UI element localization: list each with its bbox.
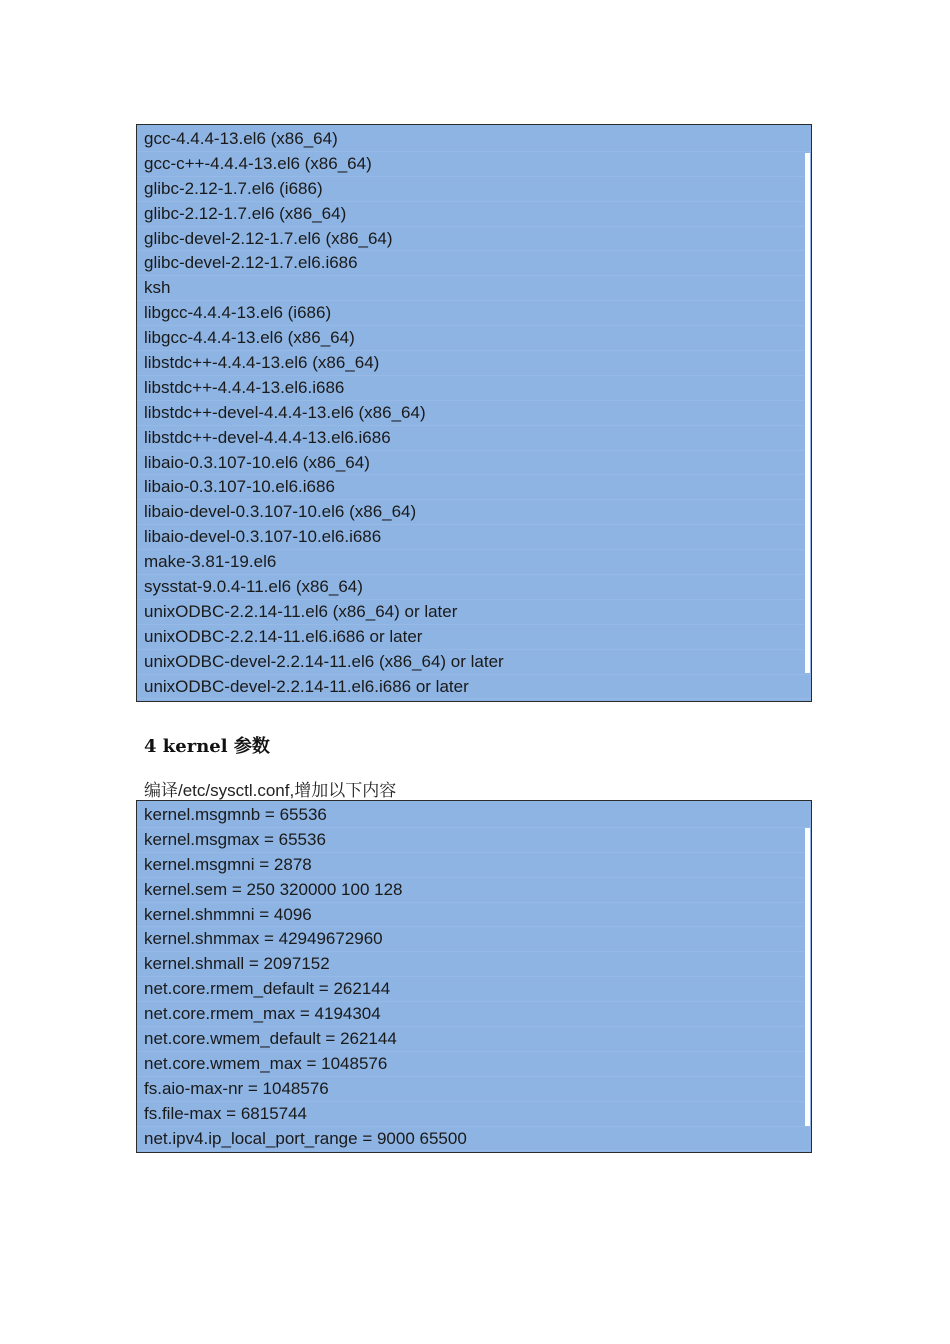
package-line: libaio-devel-0.3.107-10.el6 (x86_64)	[137, 500, 811, 525]
package-line: unixODBC-devel-2.2.14-11.el6.i686 or later	[137, 675, 811, 700]
kernel-param-line: net.ipv4.ip_local_port_range = 9000 65500	[137, 1127, 811, 1152]
package-line: sysstat-9.0.4-11.el6 (x86_64)	[137, 575, 811, 600]
scrollbar[interactable]	[805, 153, 810, 673]
package-line: unixODBC-2.2.14-11.el6 (x86_64) or later	[137, 600, 811, 625]
kernel-param-line: fs.file-max = 6815744	[137, 1102, 811, 1127]
scrollbar[interactable]	[805, 828, 810, 1126]
package-line: glibc-devel-2.12-1.7.el6.i686	[137, 251, 811, 276]
kernel-param-line: kernel.shmall = 2097152	[137, 952, 811, 977]
package-line: make-3.81-19.el6	[137, 550, 811, 575]
package-line: libaio-devel-0.3.107-10.el6.i686	[137, 525, 811, 550]
kernel-param-line: net.core.rmem_max = 4194304	[137, 1002, 811, 1027]
package-line: libaio-0.3.107-10.el6 (x86_64)	[137, 451, 811, 476]
package-line: libstdc++-4.4.4-13.el6 (x86_64)	[137, 351, 811, 376]
section-intro: 编译/etc/sysctl.conf,增加以下内容	[144, 781, 397, 800]
section-heading: 4 kernel 参数	[144, 736, 270, 757]
package-line: glibc-2.12-1.7.el6 (i686)	[137, 177, 811, 202]
package-line: libstdc++-devel-4.4.4-13.el6.i686	[137, 426, 811, 451]
kernel-param-line: net.core.wmem_max = 1048576	[137, 1052, 811, 1077]
package-list-box	[136, 124, 812, 702]
package-line: libgcc-4.4.4-13.el6 (x86_64)	[137, 326, 811, 351]
package-line: unixODBC-2.2.14-11.el6.i686 or later	[137, 625, 811, 650]
package-line: unixODBC-devel-2.2.14-11.el6 (x86_64) or later	[137, 650, 811, 675]
kernel-param-line: kernel.sem = 250 320000 100 128	[137, 878, 811, 903]
kernel-param-line: kernel.msgmnb = 65536	[137, 803, 811, 828]
kernel-param-line: kernel.shmmax = 42949672960	[137, 927, 811, 952]
kernel-param-line: fs.aio-max-nr = 1048576	[137, 1077, 811, 1102]
package-line: glibc-2.12-1.7.el6 (x86_64)	[137, 202, 811, 227]
package-line: ksh	[137, 276, 811, 301]
kernel-param-line: kernel.msgmax = 65536	[137, 828, 811, 853]
kernel-param-line: kernel.shmmni = 4096	[137, 903, 811, 928]
package-line: glibc-devel-2.12-1.7.el6 (x86_64)	[137, 227, 811, 252]
package-line: gcc-c++-4.4.4-13.el6 (x86_64)	[137, 152, 811, 177]
package-line: libaio-0.3.107-10.el6.i686	[137, 475, 811, 500]
package-line: libstdc++-devel-4.4.4-13.el6 (x86_64)	[137, 401, 811, 426]
kernel-param-line: kernel.msgmni = 2878	[137, 853, 811, 878]
kernel-param-line: net.core.wmem_default = 262144	[137, 1027, 811, 1052]
package-line: gcc-4.4.4-13.el6 (x86_64)	[137, 127, 811, 152]
kernel-params-box	[136, 800, 812, 1153]
kernel-param-line: net.core.rmem_default = 262144	[137, 977, 811, 1002]
package-line: libgcc-4.4.4-13.el6 (i686)	[137, 301, 811, 326]
package-line: libstdc++-4.4.4-13.el6.i686	[137, 376, 811, 401]
